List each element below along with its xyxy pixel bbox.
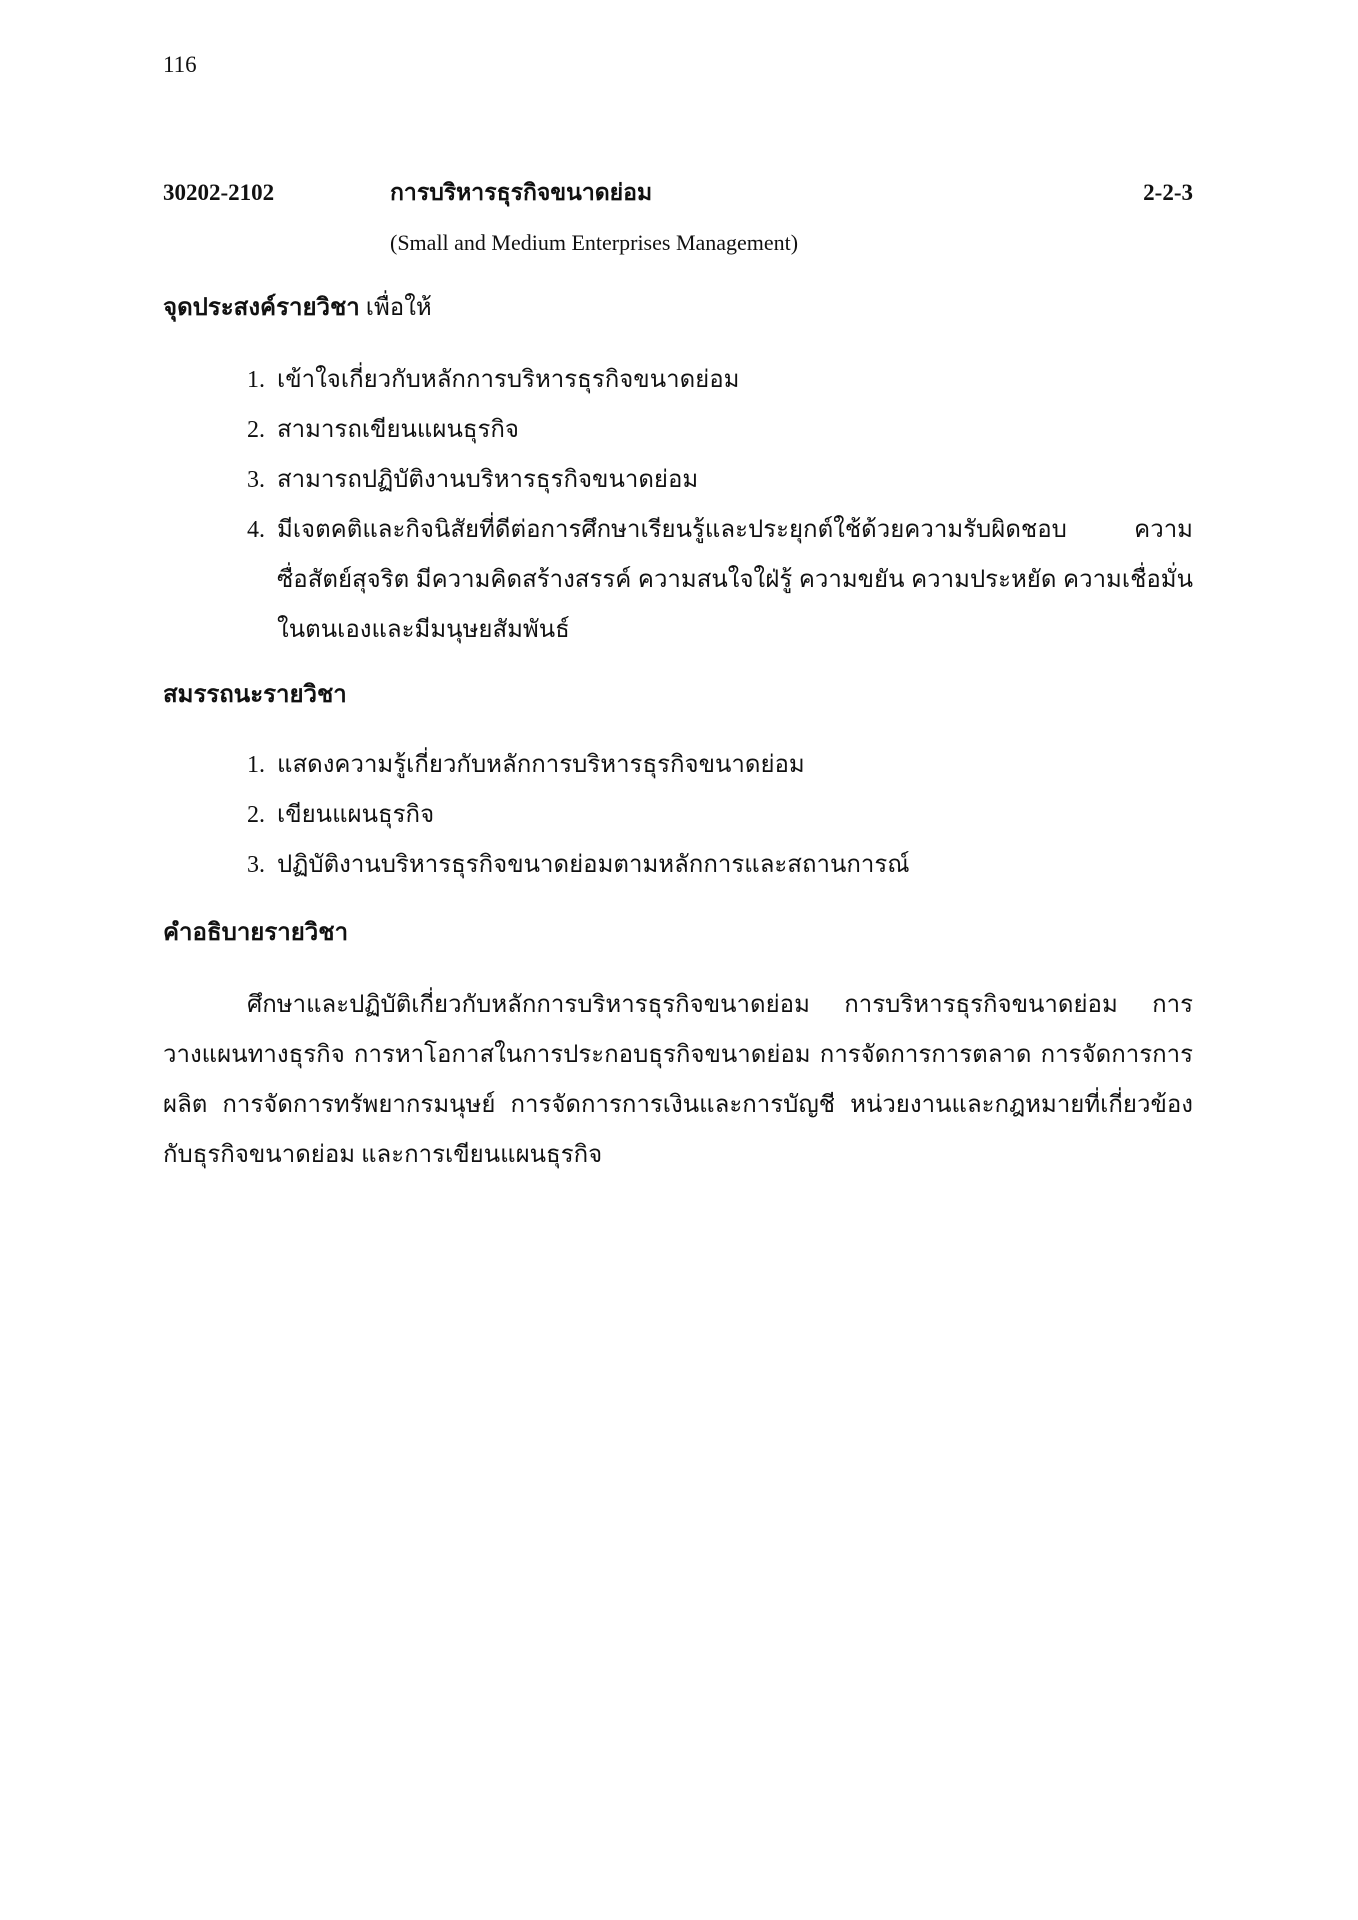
competencies-list bbox=[247, 740, 1193, 890]
objectives-heading bbox=[163, 290, 432, 326]
course-description: ศึกษาและปฏิบัติเกี่ยวกับหลักการบริหารธุรกิจขนาดย่อม การบริหารธุรกิจขนาดย่อม การวางแผนทางธุรกิจ การหาโอกาสในการประกอบธุรกิจขนาดย่อม การจัดการการตลาด การจัดการการผลิต การจัดการทรัพยากรมนุษย์ การจัดการการเงินและการบัญชี หน่วยงานและกฎหมายที่เกี่ยวข้องกับธุรกิจขนาดย่อม และการเขียนแผนธุรกิจ bbox=[163, 992, 1193, 1168]
course-code: 30202-2102 bbox=[163, 180, 275, 205]
course-header bbox=[163, 176, 1193, 210]
competency-text: แสดงความรู้เกี่ยวกับหลักการบริหารธุรกิจขนาดย่อม bbox=[277, 752, 805, 778]
objectives-heading-label: จุดประสงค์รายวิชา bbox=[163, 295, 360, 321]
course-title-thai: การบริหารธุรกิจขนาดย่อม bbox=[390, 180, 653, 205]
objective-text: เข้าใจเกี่ยวกับหลักการบริหารธุรกิจขนาดย่อม bbox=[277, 367, 740, 393]
description-heading-label: คำอธิบายรายวิชา bbox=[163, 920, 349, 946]
course-credits: 2-2-3 bbox=[1143, 180, 1193, 205]
competency-text: เขียนแผนธุรกิจ bbox=[277, 802, 435, 828]
objective-item bbox=[247, 405, 1193, 455]
competency-number: 3. bbox=[247, 852, 265, 878]
objectives-list bbox=[247, 355, 1193, 655]
objective-text: สามารถปฏิบัติงานบริหารธุรกิจขนาดย่อม bbox=[277, 467, 699, 493]
competency-item bbox=[247, 790, 1193, 840]
competencies-heading bbox=[163, 677, 347, 713]
description-heading bbox=[163, 915, 348, 951]
objective-number: 1. bbox=[247, 367, 265, 393]
competencies-heading-label: สมรรถนะรายวิชา bbox=[163, 682, 347, 708]
objective-number: 4. bbox=[247, 517, 265, 543]
competency-number: 1. bbox=[247, 752, 265, 778]
competency-item bbox=[247, 840, 1193, 890]
objective-item bbox=[247, 355, 1193, 405]
objective-number: 3. bbox=[247, 467, 265, 493]
course-title-english: (Small and Medium Enterprises Management) bbox=[390, 230, 799, 255]
objectives-heading-suffix: เพื่อให้ bbox=[359, 295, 432, 321]
competency-item bbox=[247, 740, 1193, 790]
competency-text: ปฏิบัติงานบริหารธุรกิจขนาดย่อมตามหลักการและสถานการณ์ bbox=[277, 852, 910, 878]
objective-text: มีเจตคติและกิจนิสัยที่ดีต่อการศึกษาเรียนรู้และประยุกต์ใช้ด้วยความรับผิดชอบ ความซื่อสัตย์สุจริต มีความคิดสร้างสรรค์ ความสนใจใฝ่รู้ ความขยัน ความประหยัด ความเชื่อมั่นในตนเองและมีมนุษยสัมพันธ์ bbox=[277, 517, 1193, 643]
page-number: 116 bbox=[163, 52, 197, 77]
objective-item bbox=[247, 455, 1193, 505]
objective-item bbox=[247, 505, 1193, 655]
objective-text: สามารถเขียนแผนธุรกิจ bbox=[277, 417, 519, 443]
objective-number: 2. bbox=[247, 417, 265, 443]
competency-number: 2. bbox=[247, 802, 265, 828]
